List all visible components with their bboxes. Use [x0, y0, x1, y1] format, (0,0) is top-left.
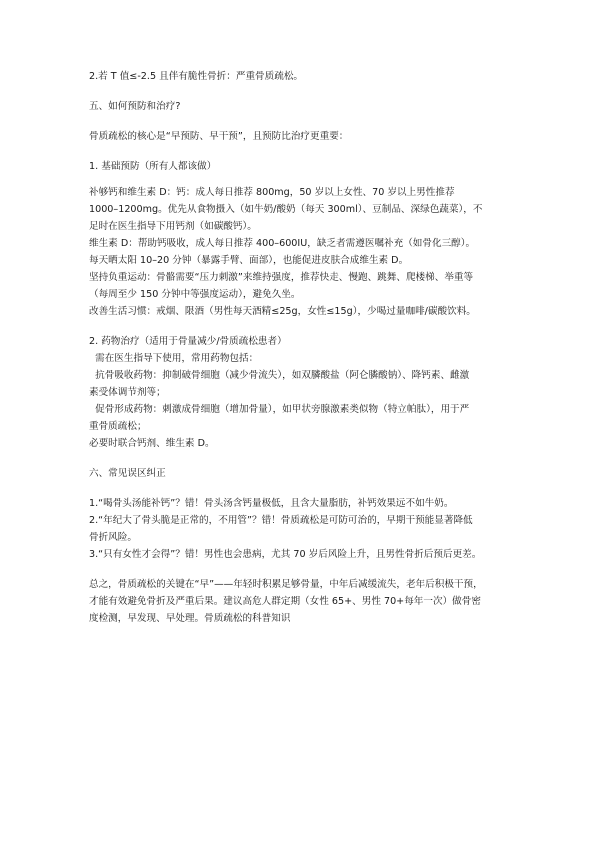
- document-page: [89, 68, 517, 627]
- drug-treatment-line: 素受体调节剂等；: [89, 387, 166, 398]
- basic-prevention-line: （每周至少 150 分钟中等强度运动），避免久坐。: [89, 289, 301, 300]
- drug-treatment-line: 促骨形成药物：刺激成骨细胞（增加骨量），如甲状旁腺激素类似物（特立帕肽），用于严: [89, 404, 470, 415]
- conclusion-line: 才能有效避免骨折及严重后果。建议高危人群定期（女性 65+、男性 70+每年一次）做骨密: [89, 596, 481, 607]
- heading-prevention-treatment: 五、如何预防和治疗?: [89, 101, 181, 112]
- misconception-line: 骨折风险。: [89, 532, 137, 543]
- basic-prevention-line: 坚持负重运动：骨骼需要“压力刺激”来维持强度，推荐快走、慢跑、跳舞、爬楼梯、举重等: [89, 272, 474, 283]
- heading-common-misconceptions: 六、常见误区纠正: [89, 468, 166, 479]
- basic-prevention-line: 每天晒太阳 10–20 分钟（暴露手臂、面部），也能促进皮肤合成维生素 D。: [89, 255, 409, 266]
- basic-prevention-line: 补够钙和维生素 D：钙：成人每日推荐 800mg，50 岁以上女性、70 岁以上男性推荐: [89, 187, 455, 198]
- section-title-drug-treatment: 2. 药物治疗（适用于骨量减少/骨质疏松患者）: [89, 336, 287, 347]
- drug-treatment-line: 必要时联合钙剂、维生素 D。: [89, 438, 215, 449]
- misconception-line: 2.“年纪大了骨头脆是正常的，不用管”？错！骨质疏松是可防可治的，早期干预能显著降低: [89, 515, 473, 526]
- conclusion-line: 总之，骨质疏松的关键在“早”——年轻时积累足够骨量，中年后减缓流失，老年后积极干预，: [89, 579, 483, 590]
- paragraph-diagnosis-severe: 2.若 T 值≤-2.5 且伴有脆性骨折：严重骨质疏松。: [89, 71, 304, 82]
- drug-treatment-line: 重骨质疏松；: [89, 421, 147, 432]
- basic-prevention-line: 维生素 D：帮助钙吸收，成人每日推荐 400–600IU，缺乏者需遵医嘱补充（如骨化三醇）。: [89, 238, 476, 249]
- basic-prevention-line: 改善生活习惯：戒烟、限酒（男性每天酒精≤25g，女性≤15g），少喝过量咖啡/碳酸饮料。: [89, 306, 476, 317]
- section-title-basic-prevention: 1. 基础预防（所有人都该做）: [89, 161, 217, 172]
- basic-prevention-line: 1000–1200mg。优先从食物摄入（如牛奶/酸奶（每天 300ml）、豆制品、深绿色蔬菜），不: [89, 204, 483, 215]
- paragraph-intro: 骨质疏松的核心是“早预防、早干预”，且预防比治疗更重要：: [89, 131, 349, 142]
- misconception-line: 3.“只有女性才会得”？错！男性也会患病，尤其 70 岁后风险上升，且男性骨折后预后更差。: [89, 549, 482, 560]
- basic-prevention-line: 足时在医生指导下用钙剂（如碳酸钙）。: [89, 221, 257, 232]
- drug-treatment-line: 需在医生指导下使用，常用药物包括：: [89, 353, 259, 364]
- misconception-line: 1.“喝骨头汤能补钙”？错！骨头汤含钙量极低，且含大量脂肪，补钙效果远不如牛奶。: [89, 498, 454, 509]
- drug-treatment-line: 抗骨吸收药物：抑制破骨细胞（减少骨流失），如双膦酸盐（阿仑膦酸钠）、降钙素、雌激: [89, 370, 470, 381]
- conclusion-line: 度检测，早发现、早处理。骨质疏松的科普知识: [89, 613, 291, 624]
